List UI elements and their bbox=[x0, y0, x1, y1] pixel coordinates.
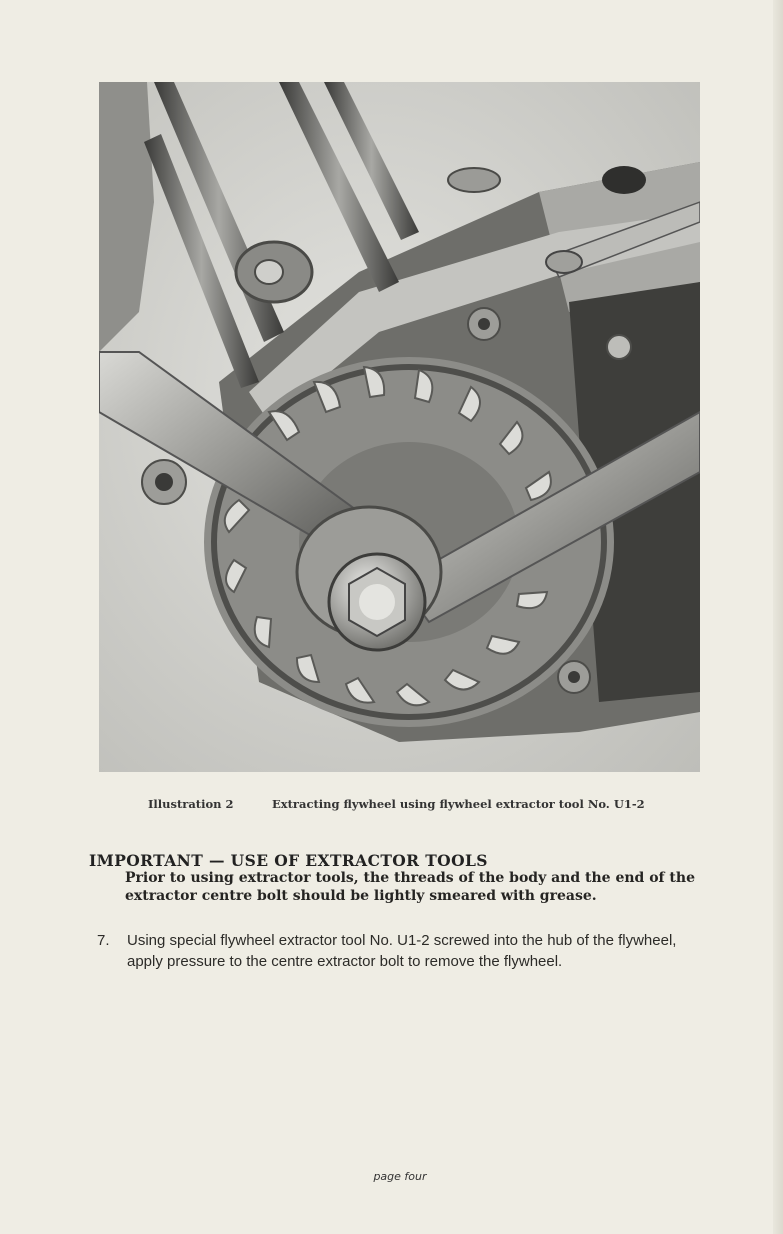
caption-label: Illustration 2 bbox=[148, 797, 234, 811]
caption-text: Extracting flywheel using flywheel extractor tool No. U1-2 bbox=[272, 797, 645, 811]
step-number: 7. bbox=[97, 932, 110, 949]
important-text: Prior to using extractor tools, the threads of the body and the end of the extractor centre bolt should be lightly smeared with grease. bbox=[125, 870, 695, 904]
page-edge bbox=[773, 0, 783, 1234]
flywheel-photo bbox=[99, 82, 700, 772]
page-number: page four bbox=[373, 1170, 427, 1183]
important-heading: IMPORTANT — USE OF EXTRACTOR TOOLS bbox=[89, 851, 488, 870]
figure-caption bbox=[148, 797, 668, 811]
step-text: Using special flywheel extractor tool No. U1-2 screwed into the hub of the flywheel, apply pressure to the centre extractor bolt to remove the flywheel. bbox=[127, 932, 677, 970]
